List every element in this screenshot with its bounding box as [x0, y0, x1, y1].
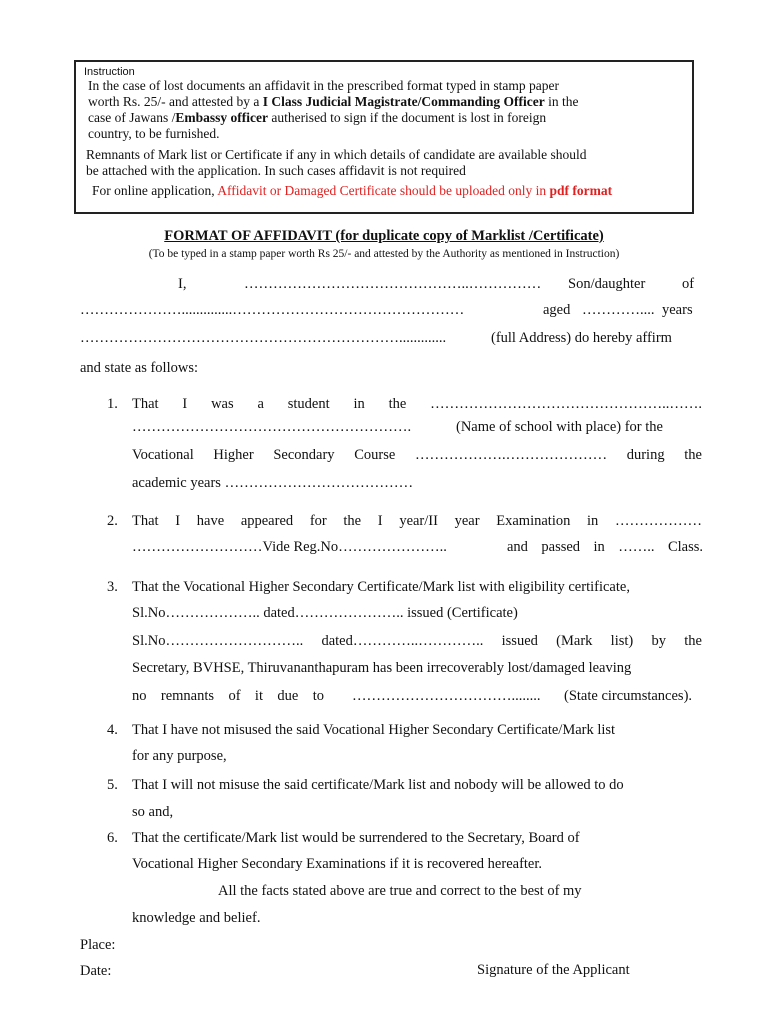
instruction-authority: I Class Judicial Magistrate/Commanding Officer	[262, 94, 545, 109]
intro-age-dots: …………....	[582, 302, 655, 318]
item-text: year	[454, 513, 480, 529]
item-text: list)	[610, 633, 634, 649]
item-3-line-3	[132, 633, 702, 650]
item-1-academic-years: academic years …………………………………	[132, 475, 414, 491]
item-text: by	[651, 633, 666, 649]
instruction-text: autherised to sign if the document is lost in foreign	[267, 110, 547, 125]
instruction-text: be attached with the application. In such cases affidavit is not required	[86, 163, 466, 178]
item-number: 4.	[107, 722, 118, 738]
item-text: in	[593, 539, 605, 555]
item-1-line-1	[132, 396, 702, 413]
intro-years: years	[662, 302, 693, 318]
item-2-line-1	[132, 513, 702, 530]
intro-state-as-follows: and state as follows:	[80, 360, 198, 376]
item-3-state-circumstances: (State circumstances).	[564, 688, 693, 704]
instruction-pdf-format: pdf format	[549, 183, 613, 198]
item-text: (Mark	[556, 633, 593, 649]
item-3-circumstance-dots: ……………………………........	[352, 688, 541, 704]
item-text: passed	[541, 539, 581, 555]
intro-son-daughter: Son/daughter	[568, 276, 646, 292]
place-label: Place:	[80, 937, 116, 953]
item-text: it	[254, 688, 263, 704]
item-text: remnants	[160, 688, 215, 704]
item-text: Class.	[667, 539, 703, 555]
item-text: Higher	[213, 447, 254, 463]
instruction-text: country, to be furnished.	[88, 126, 220, 141]
item-text: appeared	[240, 513, 294, 529]
item-2-reg-no: ………………………Vide Reg.No…………………..	[132, 539, 447, 555]
item-text: in	[587, 513, 599, 529]
item-text: Sl.No………………………..	[132, 633, 304, 649]
affidavit-subheading: (To be typed in a stamp paper worth Rs 25/- and attested by the Authority as mentioned in Instruction)	[148, 248, 620, 260]
closing-statement-line-2: knowledge and belief.	[132, 910, 261, 926]
item-text: to	[312, 688, 324, 704]
item-3-line-2: Sl.No……………….. dated………………….. issued (Certificate)	[132, 605, 518, 621]
item-text: That	[132, 513, 159, 529]
signature-label: Signature of the Applicant	[477, 962, 630, 978]
item-6-line-1: That the certificate/Mark list would be surrendered to the Secretary, Board of	[132, 830, 580, 846]
item-1-school-dots: ………………………………………………….	[132, 419, 412, 435]
intro-name-dots: ………………………………………..……………	[244, 276, 542, 292]
instruction-text: in the	[544, 94, 579, 109]
instruction-paragraph-1	[84, 78, 684, 142]
item-3-line-5	[132, 688, 324, 705]
intro-parent-dots: …………………..............…………………………………………	[80, 302, 465, 318]
item-number: 1.	[107, 396, 118, 412]
intro-address-dots: ………………………………………………………….............	[80, 330, 447, 346]
instruction-text: For online application,	[92, 183, 218, 198]
closing-statement-line-1: All the facts stated above are true and correct to the best of my	[218, 883, 582, 899]
item-text: for	[309, 513, 327, 529]
intro-full-address: (full Address) do hereby affirm	[491, 330, 672, 346]
item-text: Vocational	[132, 447, 194, 463]
instruction-embassy: Embassy officer	[175, 110, 268, 125]
instruction-warning: Affidavit or Damaged Certificate should be uploaded only in	[217, 183, 550, 198]
instruction-text: Remnants of Mark list or Certificate if any in which details of candidate are available should	[86, 147, 587, 162]
affidavit-heading: FORMAT OF AFFIDAVIT (for duplicate copy of Marklist /Certificate)	[164, 228, 604, 244]
item-number: 5.	[107, 777, 118, 793]
item-1-line-3	[132, 447, 702, 464]
item-1-school-label: (Name of school with place) for the	[456, 419, 663, 435]
item-5-line-2: so and,	[132, 804, 174, 820]
item-text: student	[287, 396, 330, 412]
item-text: ………………	[614, 513, 702, 529]
item-text: no	[132, 688, 147, 704]
item-text: Secondary	[273, 447, 335, 463]
instruction-box	[74, 60, 694, 214]
instruction-text: worth Rs. 25/- and attested by a	[88, 94, 263, 109]
item-text: …………………………………………..…….	[430, 396, 702, 412]
item-text: Course	[354, 447, 396, 463]
item-text: have	[196, 513, 225, 529]
item-4-line-1: That I have not misused the said Vocational Higher Secondary Certificate/Mark list	[132, 722, 616, 738]
item-text: I	[182, 396, 188, 412]
instruction-paragraph-2	[84, 147, 684, 179]
instruction-paragraph-3	[84, 183, 684, 199]
intro-aged: aged	[543, 302, 571, 318]
instruction-text: case of Jawans /	[88, 110, 176, 125]
item-text: year/II	[399, 513, 438, 529]
item-text: I	[175, 513, 181, 529]
item-text: during	[626, 447, 665, 463]
intro-of: of	[682, 276, 695, 292]
item-3-line-4: Secretary, BVHSE, Thiruvananthapuram has been irrecoverably lost/damaged leaving	[132, 660, 632, 676]
instruction-text: In the case of lost documents an affidavit in the prescribed format typed in stamp paper	[88, 78, 559, 93]
item-number: 2.	[107, 513, 118, 529]
item-4-line-2: for any purpose,	[132, 748, 227, 764]
item-6-line-2: Vocational Higher Secondary Examinations if it is recovered hereafter.	[132, 856, 543, 872]
item-text: Examination	[496, 513, 571, 529]
item-text: the	[684, 633, 702, 649]
item-text: dated…………..…………..	[321, 633, 484, 649]
item-text: was	[211, 396, 234, 412]
item-text: the	[684, 447, 702, 463]
item-text: and	[507, 539, 528, 555]
intro-i: I,	[178, 276, 187, 292]
item-number: 6.	[107, 830, 118, 846]
item-2-line-2-tail	[507, 539, 703, 556]
date-label: Date:	[80, 963, 112, 979]
item-text: the	[343, 513, 362, 529]
item-text: That	[132, 396, 159, 412]
item-text: in	[353, 396, 365, 412]
item-text: I	[377, 513, 383, 529]
item-text: ……………….…………………	[414, 447, 608, 463]
item-5-line-1: That I will not misuse the said certificate/Mark list and nobody will be allowed to do	[132, 777, 624, 793]
item-text: issued	[501, 633, 538, 649]
item-text: due	[277, 688, 299, 704]
item-text: ……..	[618, 539, 655, 555]
item-3-line-1: That the Vocational Higher Secondary Certificate/Mark list with eligibility certificate,	[132, 579, 630, 595]
item-text: the	[388, 396, 407, 412]
item-text: of	[228, 688, 241, 704]
item-number: 3.	[107, 579, 118, 595]
instruction-title: Instruction	[84, 66, 135, 78]
item-text: a	[257, 396, 264, 412]
